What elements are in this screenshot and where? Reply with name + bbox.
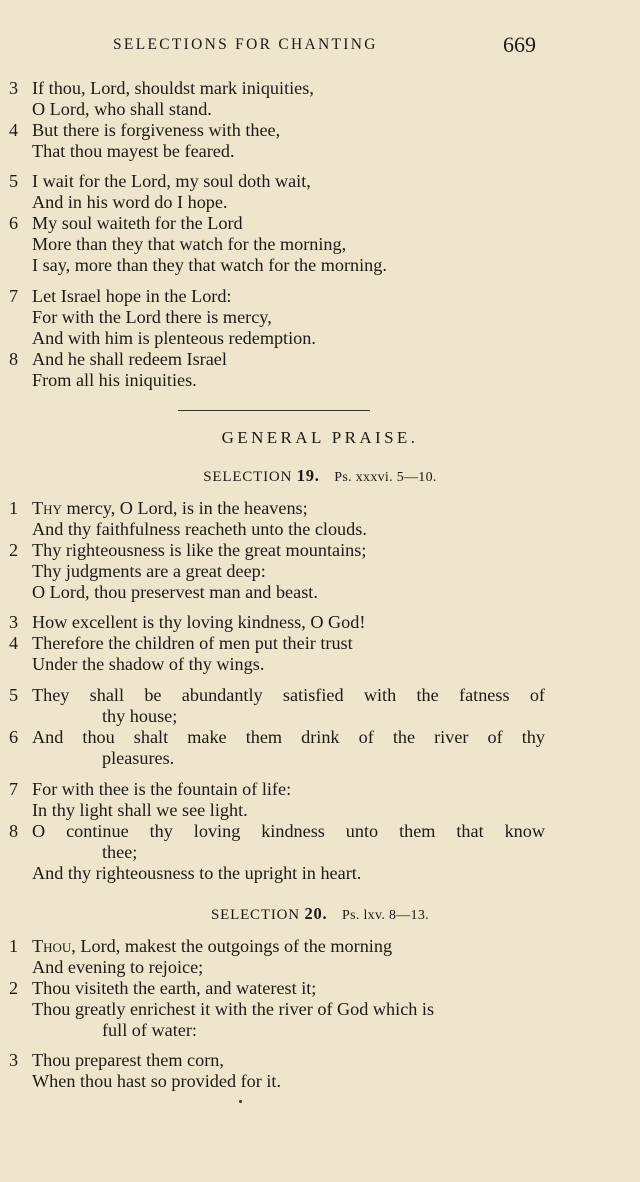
verse-number: 4 xyxy=(9,120,19,140)
verse-text: If thou, Lord, shouldst mark iniquities, xyxy=(32,78,314,98)
selection-number: 19. xyxy=(296,466,320,485)
verse-text: They shall be abundantly satisfied with the fatness of xyxy=(32,685,545,705)
verse-text: O Lord, who shall stand. xyxy=(32,99,212,119)
verse-text: O Lord, thou preservest man and beast. xyxy=(32,582,318,602)
verse-number: 1 xyxy=(9,936,19,956)
verse-number: 7 xyxy=(9,779,19,799)
verse-text: Thy righteousness is like the great mountains; xyxy=(32,540,367,560)
verse-text xyxy=(32,936,392,957)
verse-text: For with thee is the fountain of life: xyxy=(32,779,292,799)
selection-label: SELECTION xyxy=(203,469,293,485)
verse-text: That thou mayest be feared. xyxy=(32,141,235,161)
verse-number: 1 xyxy=(9,498,19,518)
verse-number: 2 xyxy=(9,978,19,998)
verse-number: 3 xyxy=(9,78,19,98)
verse-number: 6 xyxy=(9,727,19,747)
verse-text: In thy light shall we see light. xyxy=(32,800,248,820)
verse-number: 8 xyxy=(9,349,19,369)
drop-word: Thou xyxy=(32,936,72,956)
verse-text: thy house; xyxy=(102,706,178,726)
verse-text: And thou shalt make them drink of the river of thy xyxy=(32,727,545,747)
verse-text: I wait for the Lord, my soul doth wait, xyxy=(32,171,311,191)
verse-text: When thou hast so provided for it. xyxy=(32,1071,282,1091)
verse-number: 5 xyxy=(9,685,19,705)
verse-number: 3 xyxy=(9,612,19,632)
verse-text: And thy righteousness to the upright in heart. xyxy=(32,863,362,883)
verse-text: pleasures. xyxy=(102,748,175,768)
selection-heading xyxy=(0,466,640,486)
verse-text: Thou visiteth the earth, and waterest it; xyxy=(32,978,317,998)
verse-text: And with him is plenteous redemption. xyxy=(32,328,316,348)
verse-number: 2 xyxy=(9,540,19,560)
page-header xyxy=(0,34,640,58)
section-divider xyxy=(178,410,370,411)
psalm-reference: Ps. xxxvi. 5—10. xyxy=(334,470,437,485)
verse-text: Thy judgments are a great deep: xyxy=(32,561,266,581)
verse-text xyxy=(32,498,308,519)
verse-text: Under the shadow of thy wings. xyxy=(32,654,265,674)
verse-text: I say, more than they that watch for the morning. xyxy=(32,255,387,275)
verse-text: Let Israel hope in the Lord: xyxy=(32,286,232,306)
verse-number: 4 xyxy=(9,633,19,653)
ink-speck xyxy=(239,1100,242,1103)
verse-text: And evening to rejoice; xyxy=(32,957,204,977)
verse-text: Therefore the children of men put their trust xyxy=(32,633,353,653)
verse-text-rest: mercy, O Lord, is in the heavens; xyxy=(61,498,308,518)
verse-text: For with the Lord there is mercy, xyxy=(32,307,272,327)
verse-text: My soul waiteth for the Lord xyxy=(32,213,243,233)
verse-text: thee; xyxy=(102,842,138,862)
verse-text: O continue thy loving kindness unto them that know xyxy=(32,821,545,841)
verse-text: And in his word do I hope. xyxy=(32,192,228,212)
verse-text: Thou greatly enrichest it with the river of God which is xyxy=(32,999,435,1019)
page-number: 669 xyxy=(503,32,536,57)
verse-number: 7 xyxy=(9,286,19,306)
verse-text-rest: , Lord, makest the outgoings of the morning xyxy=(71,936,393,956)
verse-number: 5 xyxy=(9,171,19,191)
selection-label: SELECTION xyxy=(211,907,300,923)
selection-number: 20. xyxy=(304,904,328,923)
verse-number: 6 xyxy=(9,213,19,233)
verse-text: And thy faithfulness reacheth unto the clouds. xyxy=(32,519,367,539)
section-title: GENERAL PRAISE. xyxy=(221,428,419,447)
verse-text: How excellent is thy loving kindness, O God! xyxy=(32,612,366,632)
verse-text: But there is forgiveness with thee, xyxy=(32,120,281,140)
psalm-reference: Ps. lxv. 8—13. xyxy=(342,908,429,923)
verse-text: And he shall redeem Israel xyxy=(32,349,227,369)
verse-text: From all his iniquities. xyxy=(32,370,197,390)
verse-text: full of water: xyxy=(102,1020,197,1040)
verse-number: 3 xyxy=(9,1050,19,1070)
verse-number: 8 xyxy=(9,821,19,841)
verse-text: More than they that watch for the morning, xyxy=(32,234,347,254)
running-head: SELECTIONS FOR CHANTING xyxy=(113,36,378,53)
verse-text: Thou preparest them corn, xyxy=(32,1050,224,1070)
drop-word: Thy xyxy=(32,498,62,518)
selection-heading xyxy=(0,904,640,924)
